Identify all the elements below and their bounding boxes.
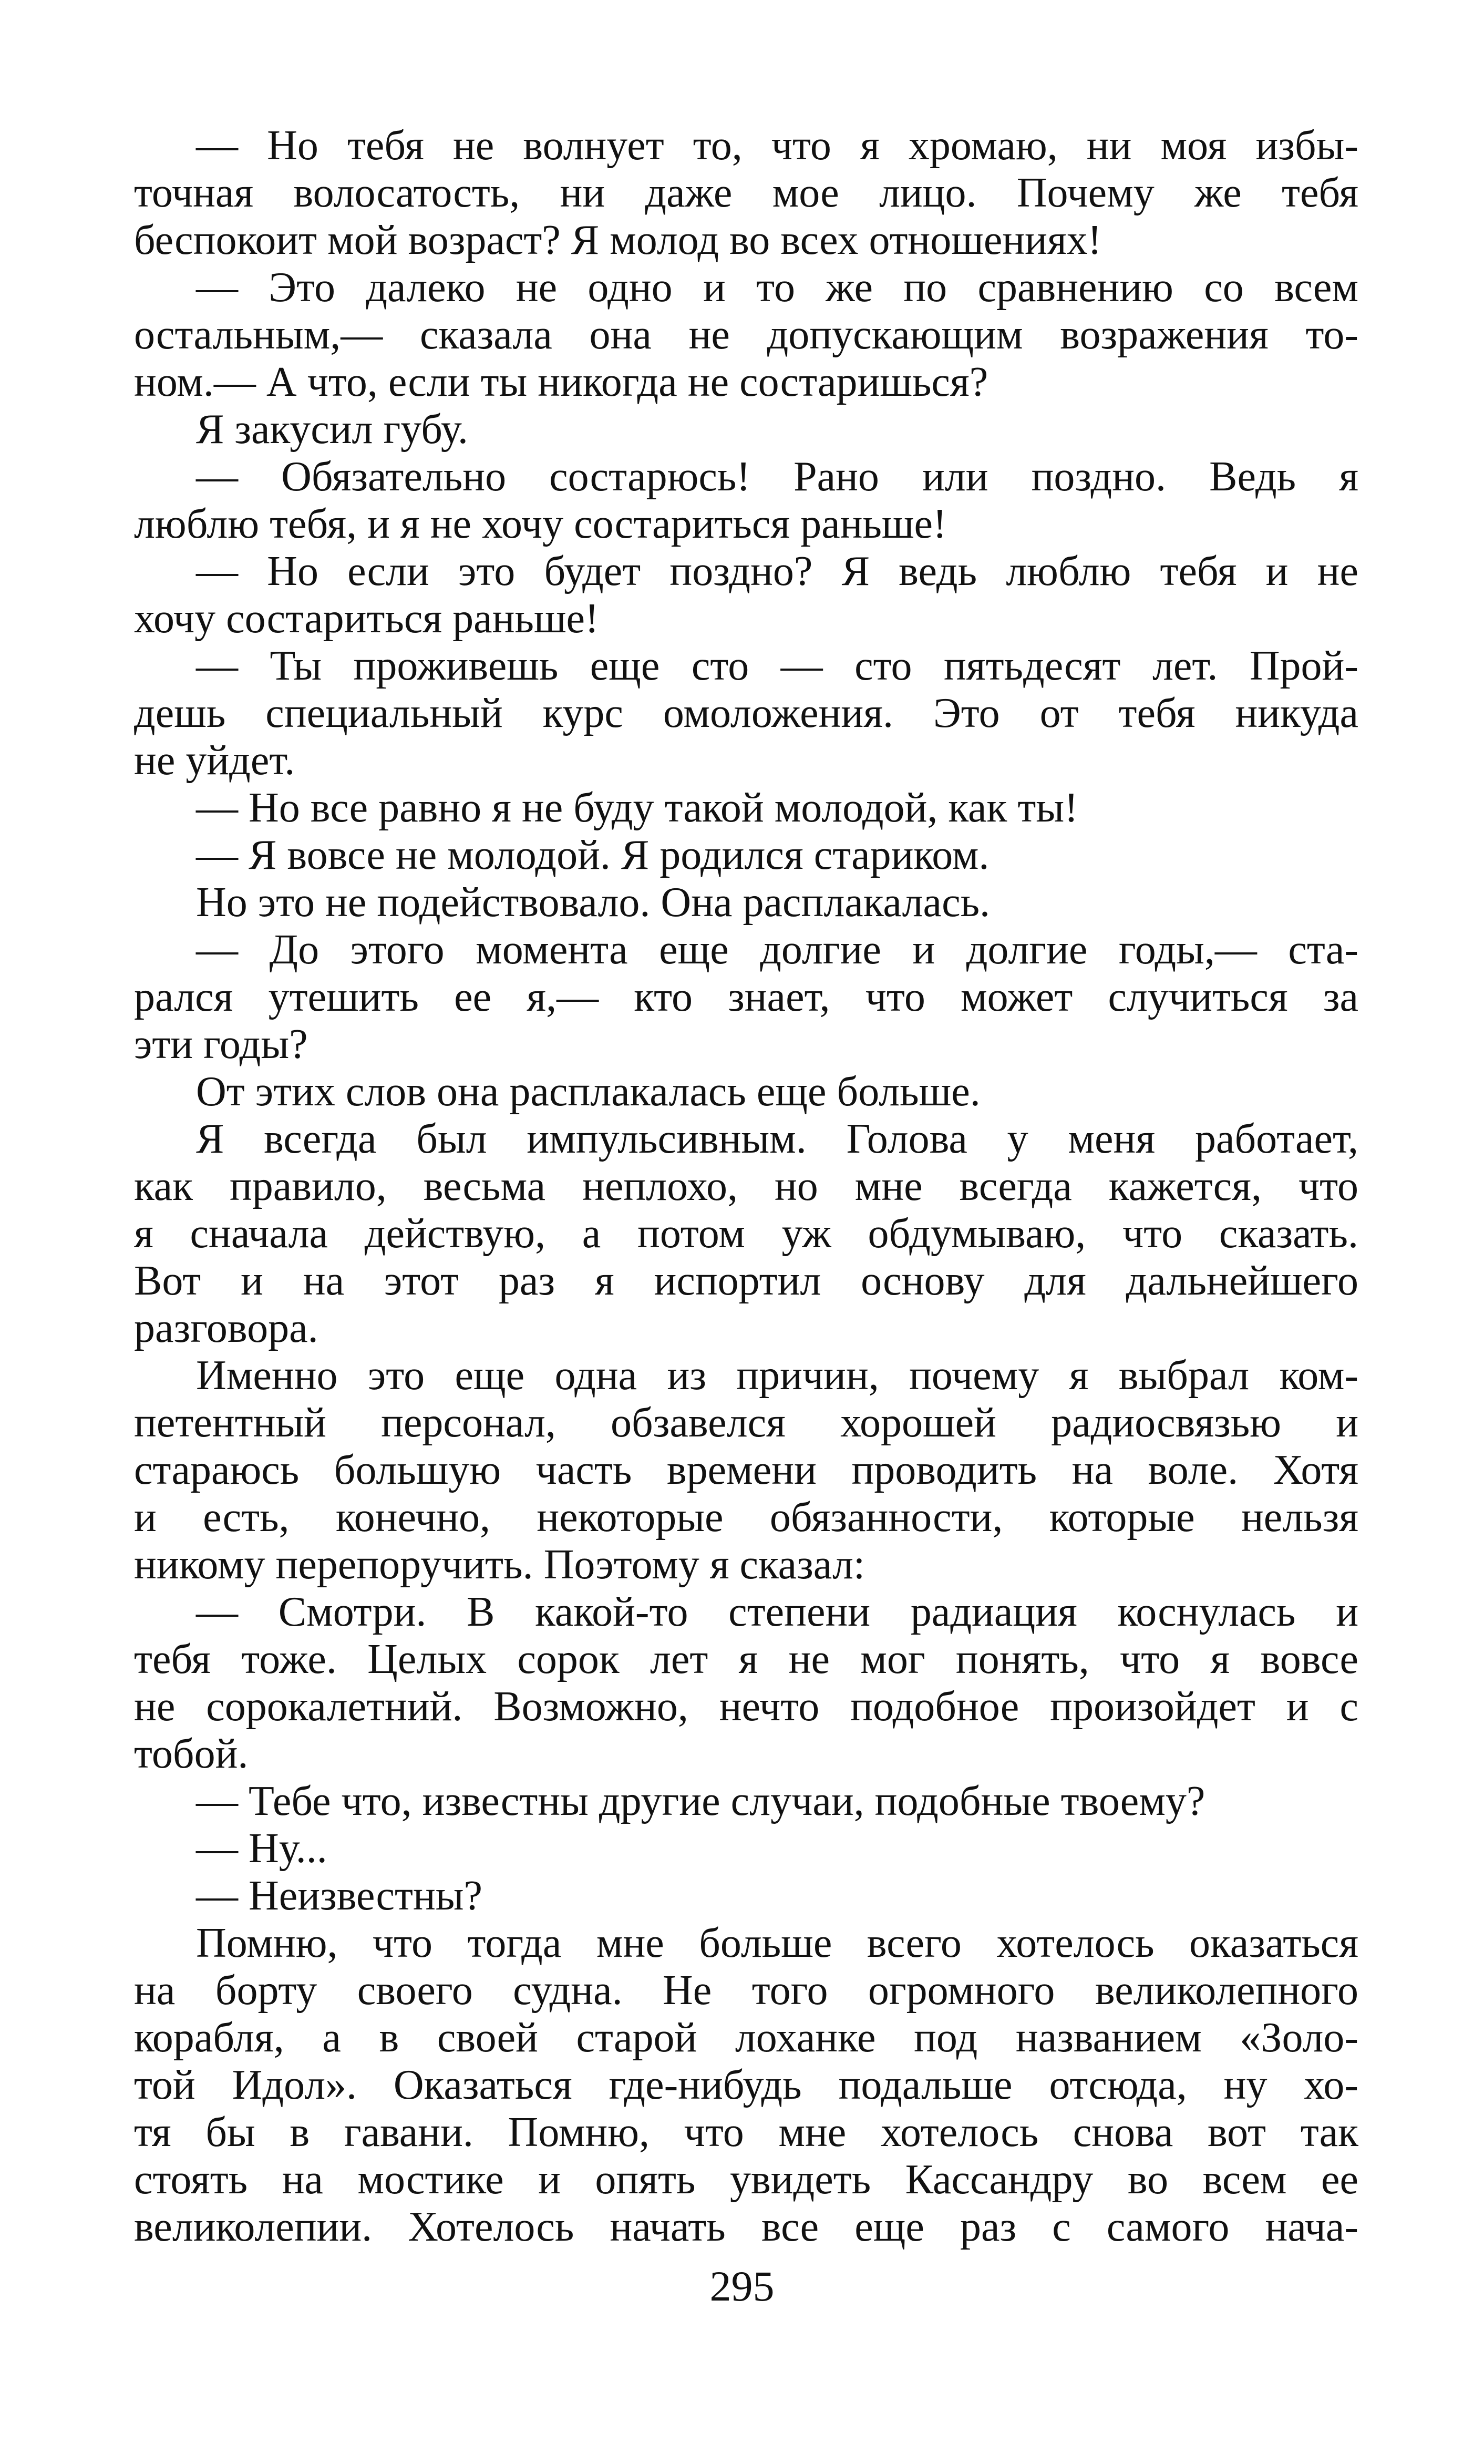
text-line: Я закусил губу. <box>196 406 468 453</box>
text-line: петентный персонал, обзавелся хорошей радиосвязью и <box>134 1400 1358 1446</box>
text-line: тя бы в гавани. Помню, что мне хотелось снова вот так <box>134 2109 1358 2155</box>
text-line: эти годы? <box>134 1021 308 1067</box>
text-line: беспокоит мой возраст? Я молод во всех отношениях! <box>134 217 1102 263</box>
text-line: — Неизвестны? <box>196 1873 483 1919</box>
text-line: тебя тоже. Целых сорок лет я не мог понять, что я вовсе <box>134 1636 1358 1682</box>
text-line: точная волосатость, ни даже мое лицо. Почему же тебя <box>134 170 1358 216</box>
text-line: — Ты проживешь еще сто — сто пятьдесят лет. Прой- <box>196 643 1358 689</box>
text-line: Помню, что тогда мне больше всего хотелось оказаться <box>196 1920 1358 1966</box>
text-line: и есть, конечно, некоторые обязанности, которые нельзя <box>134 1494 1358 1541</box>
text-line: — Обязательно состарюсь! Рано или поздно. Ведь я <box>196 454 1358 500</box>
body-text <box>134 122 1358 2251</box>
text-line: рался утешить ее я,— кто знает, что может случиться за <box>134 974 1358 1020</box>
text-line: Именно это еще одна из причин, почему я выбрал ком- <box>196 1352 1358 1399</box>
text-line: великолепии. Хотелось начать все еще раз с самого нача- <box>134 2204 1358 2250</box>
text-line: тобой. <box>134 1731 249 1777</box>
text-line: дешь специальный курс омоложения. Это от тебя никуда <box>134 690 1358 736</box>
text-line: — Я вовсе не молодой. Я родился стариком. <box>196 832 990 878</box>
text-line: не уйдет. <box>134 737 295 784</box>
text-line: От этих слов она расплакалась еще больше. <box>196 1069 981 1115</box>
text-line: Я всегда был импульсивным. Голова у меня работает, <box>196 1116 1358 1162</box>
text-line: как правило, весьма неплохо, но мне всегда кажется, что <box>134 1163 1358 1209</box>
text-line: хочу состариться раньше! <box>134 596 599 642</box>
text-line: — Тебе что, известны другие случаи, подобные твоему? <box>196 1778 1205 1824</box>
text-line: на борту своего судна. Не того огромного великолепного <box>134 1967 1358 2014</box>
text-line: я сначала действую, а потом уж обдумываю, что сказать. <box>134 1210 1358 1257</box>
text-line: Вот и на этот раз я испортил основу для дальнейшего <box>134 1258 1358 1304</box>
text-line: той Идол». Оказаться где-нибудь подальше отсюда, ну хо- <box>134 2062 1358 2108</box>
text-line: — Это далеко не одно и то же по сравнению со всем <box>196 264 1358 311</box>
text-line: остальным,— сказала она не допускающим возражения то- <box>134 312 1358 358</box>
text-line: стараюсь большую часть времени проводить на воле. Хотя <box>134 1447 1358 1493</box>
text-line: — Но все равно я не буду такой молодой, как ты! <box>196 785 1078 831</box>
text-line: люблю тебя, и я не хочу состариться раньше! <box>134 501 947 547</box>
text-line: никому перепоручить. Поэтому я сказал: <box>134 1542 865 1588</box>
text-line: ном.— А что, если ты никогда не состаришься? <box>134 359 988 405</box>
text-line: — Но тебя не волнует то, что я хромаю, ни моя избы- <box>196 122 1358 169</box>
text-line: не сорокалетний. Возможно, нечто подобное произойдет и с <box>134 1683 1358 1730</box>
text-line: стоять на мостике и опять увидеть Кассандру во всем ее <box>134 2157 1358 2203</box>
text-line: — Смотри. В какой-то степени радиация коснулась и <box>196 1589 1358 1635</box>
text-line: разговора. <box>134 1305 318 1351</box>
text-line: — Ну... <box>196 1825 327 1872</box>
text-line: Но это не подействовало. Она расплакалась. <box>196 879 991 926</box>
text-line: корабля, а в своей старой лоханке под названием «Золо- <box>134 2015 1358 2061</box>
page-number: 295 <box>709 2262 775 2310</box>
text-line: — Но если это будет поздно? Я ведь люблю тебя и не <box>196 548 1358 594</box>
text-line: — До этого момента еще долгие и долгие годы,— ста- <box>196 927 1358 973</box>
